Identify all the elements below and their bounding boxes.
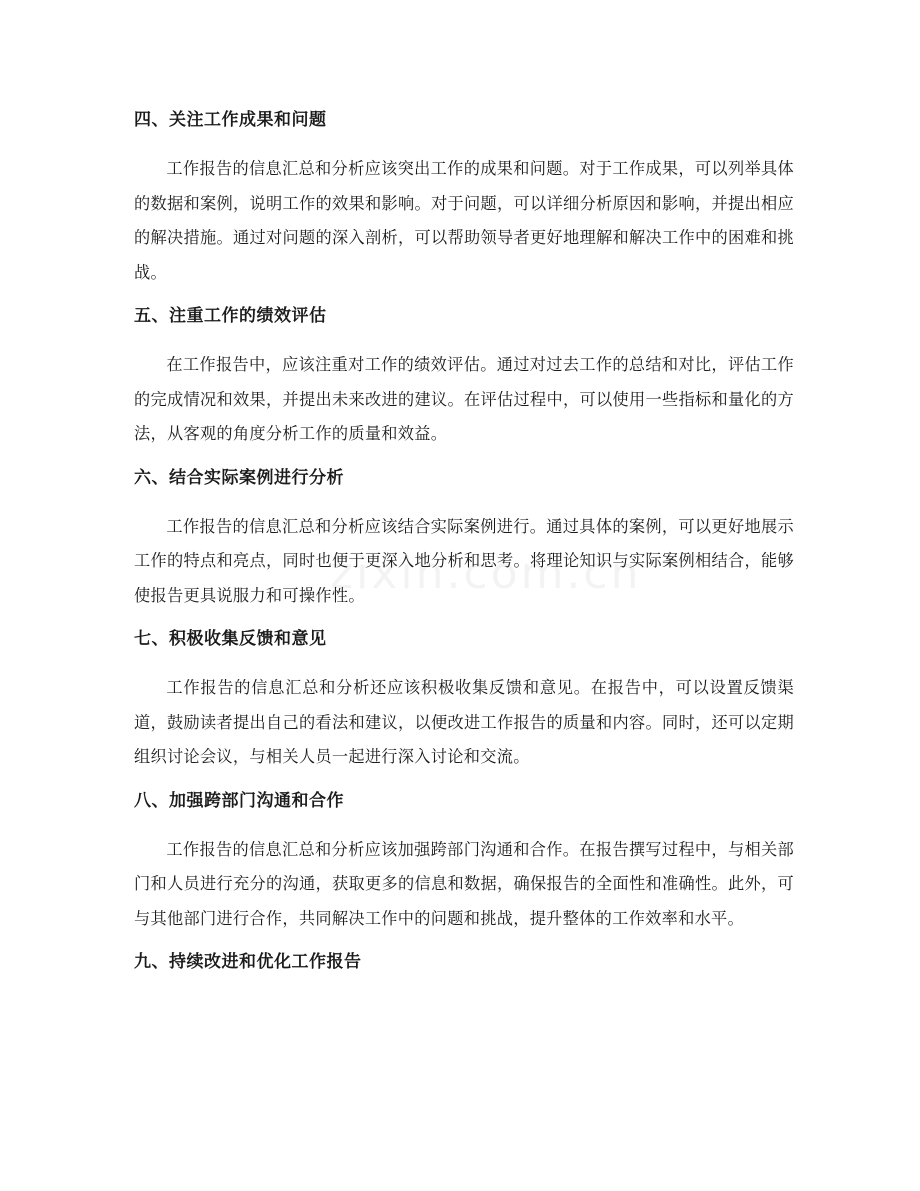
section-heading: 八、加强跨部门沟通和合作 — [134, 790, 344, 811]
section-paragraph: 在工作报告中，应该注重对工作的绩效评估。通过对过去工作的总结和对比，评估工作的完成情况和效果，并提出未来改进的建议。在评估过程中，可以使用一些指标和量化的方法，从客观的角度分析工作的质量和效益。 — [134, 355, 794, 443]
section-heading: 九、持续改进和优化工作报告 — [134, 952, 362, 972]
document-content — [134, 106, 794, 994]
section-7 — [134, 625, 794, 775]
section-heading: 七、积极收集反馈和意见 — [134, 629, 327, 649]
section-9 — [134, 948, 794, 976]
section-heading: 六、结合实际案例进行分析 — [134, 467, 344, 488]
section-paragraph: 工作报告的信息汇总和分析应该突出工作的成果和问题。对于工作成果，可以列举具体的数据和案例，说明工作的效果和影响。对于问题，可以详细分析原因和影响，并提出相应的解决措施。通过对问题的深入剖析，可以帮助领导者更好地理解和解决工作中的困难和挑战。 — [134, 159, 794, 282]
section-paragraph: 工作报告的信息汇总和分析还应该积极收集反馈和意见。在报告中，可以设置反馈渠道，鼓励读者提出自己的看法和建议，以便改进工作报告的质量和内容。同时，还可以定期组织讨论会议，与相关人员一起进行深入讨论和交流。 — [134, 678, 794, 766]
section-heading: 四、关注工作成果和问题 — [134, 110, 327, 130]
section-heading: 五、注重工作的绩效评估 — [134, 306, 327, 326]
section-8 — [134, 787, 794, 937]
section-paragraph: 工作报告的信息汇总和分析应该结合实际案例进行。通过具体的案例，可以更好地展示工作的特点和亮点，同时也便于更深入地分析和思考。将理论知识与实际案例相结合，能够使报告更具说服力和可操作性。 — [134, 516, 794, 605]
section-4 — [134, 106, 794, 290]
section-paragraph: 工作报告的信息汇总和分析应该加强跨部门沟通和合作。在报告撰写过程中，与相关部门和人员进行充分的沟通，获取更多的信息和数据，确保报告的全面性和准确性。此外，可与其他部门进行合作，共同解决工作中的问题和挑战，提升整体的工作效率和水平。 — [134, 839, 794, 928]
section-5 — [134, 302, 794, 452]
section-6 — [134, 464, 794, 614]
